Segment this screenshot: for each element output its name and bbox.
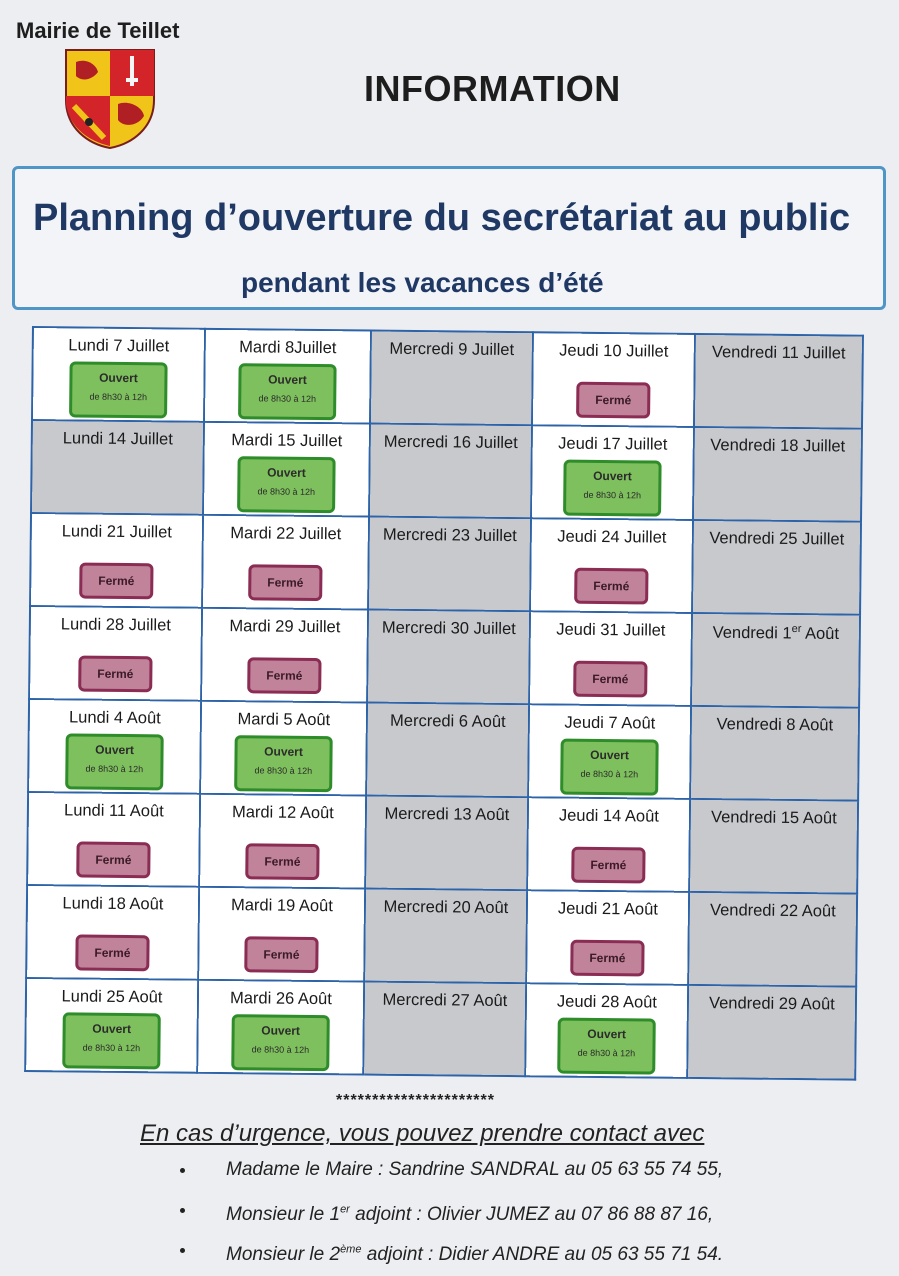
day-label: Vendredi 8 Août [716,715,834,735]
day-label: Mardi 22 Juillet [230,524,342,544]
week-row [25,978,856,1080]
information-heading: INFORMATION [364,68,621,109]
open-hours: de 8h30 à 12h [583,489,642,501]
day-cell [529,611,692,706]
bullet-icon [180,1168,185,1173]
schedule-grid [24,326,864,1081]
day-label: Mardi 15 Juillet [231,431,343,451]
day-cell [364,889,527,984]
week-row [27,792,858,894]
day-label: Vendredi 1er Août [712,622,840,643]
day-cell [32,327,205,422]
day-cell [203,422,370,517]
day-label: Lundi 18 Août [62,894,164,914]
day-label: Vendredi 22 Août [709,901,836,921]
contact-item [176,1196,723,1236]
open-label: Ouvert [264,744,303,759]
day-cell [26,885,199,980]
day-label: Vendredi 25 Juillet [709,529,845,549]
open-badge [237,456,336,513]
day-cell [29,606,202,701]
day-label: Jeudi 17 Juillet [558,434,668,454]
day-cell [532,332,695,427]
day-label: Jeudi 10 Juillet [559,341,669,361]
week-row [32,327,863,429]
day-label: Vendredi 15 Août [710,808,837,828]
coat-of-arms-icon [62,46,158,150]
day-cell [31,420,204,515]
day-cell [204,329,371,424]
day-cell [30,513,203,608]
day-cell [531,425,694,520]
day-label: Mercredi 9 Juillet [389,339,515,360]
day-label: Jeudi 28 Août [556,992,658,1012]
open-hours: de 8h30 à 12h [577,1047,636,1059]
day-cell [370,331,533,426]
contact-text: Madame le Maire : Sandrine SANDRAL au 05 63 55 74 55, [226,1159,724,1180]
closed-badge: Fermé [248,564,322,601]
day-cell [198,887,365,982]
day-cell [25,978,198,1073]
contact-text: Monsieur le 2ème adjoint : Didier ANDRE au 05 63 55 71 54. [226,1244,724,1266]
week-row [31,420,862,522]
open-label: Ouvert [99,370,138,386]
title-box [12,166,886,310]
day-cell [688,892,857,987]
day-label: Mercredi 13 Août [384,804,510,825]
open-label: Ouvert [267,465,306,480]
day-label: Mardi 5 Août [237,710,331,730]
contact-item [176,1236,723,1276]
week-row [26,885,857,987]
day-label: Mercredi 6 Août [390,711,506,731]
open-badge [65,733,164,790]
day-cell [693,427,862,522]
closed-badge: Fermé [571,847,645,884]
day-cell [201,608,368,703]
open-hours: de 8h30 à 12h [580,768,639,780]
day-label: Jeudi 21 Août [557,899,659,919]
open-label: Ouvert [590,747,629,763]
open-hours: de 8h30 à 12h [251,1044,310,1055]
day-label: Lundi 21 Juillet [61,522,172,542]
week-row [28,699,859,801]
closed-badge: Fermé [76,841,150,878]
day-label: Vendredi 11 Juillet [711,343,846,363]
mairie-name: Mairie de Teillet [16,18,180,43]
open-badge [557,1018,656,1075]
day-label: Lundi 7 Juillet [68,336,170,356]
closed-badge: Fermé [75,934,149,971]
day-cell [27,792,200,887]
day-cell [689,799,858,894]
day-label: Vendredi 29 Août [708,994,835,1014]
day-cell [530,518,693,613]
day-cell [369,424,532,519]
day-label: Mercredi 16 Juillet [383,432,518,453]
day-label: Jeudi 14 Août [558,806,659,826]
bullet-icon [180,1248,185,1253]
day-label: Vendredi 18 Juillet [710,436,846,456]
day-cell [687,985,856,1080]
day-label: Lundi 28 Juillet [60,615,171,635]
page-subtitle: pendant les vacances d’été [241,267,604,298]
open-label: Ouvert [587,1026,627,1042]
day-label: Mardi 29 Juillet [229,617,341,637]
day-cell [28,699,201,794]
closed-badge: Fermé [247,657,321,694]
day-cell [526,890,689,985]
day-label: Mardi 26 Août [229,989,332,1009]
day-cell [690,706,859,801]
day-cell [363,982,526,1077]
day-label: Jeudi 24 Juillet [557,527,667,547]
day-label: Mardi 19 Août [230,896,333,916]
day-cell [365,796,528,891]
day-label: Mercredi 30 Juillet [381,618,516,639]
day-label: Mardi 8Juillet [239,338,337,358]
open-hours: de 8h30 à 12h [89,391,148,403]
closed-badge: Fermé [244,936,318,973]
closed-badge: Fermé [576,382,650,419]
open-badge [560,739,659,796]
day-cell [199,794,366,889]
day-cell [368,517,531,612]
week-row [29,606,860,708]
closed-badge: Fermé [573,661,647,698]
open-badge [234,735,333,792]
closed-badge: Fermé [78,656,152,693]
day-label: Mercredi 23 Juillet [382,525,517,546]
day-label: Jeudi 31 Juillet [556,620,666,640]
open-badge [238,363,337,420]
contact-list [176,1156,723,1276]
day-label: Lundi 11 Août [63,801,164,821]
day-label: Mercredi 20 Août [383,897,509,918]
page-title: Planning d’ouverture du secrétariat au public [33,197,851,239]
closed-badge: Fermé [574,568,648,605]
open-label: Ouvert [92,1021,132,1037]
open-label: Ouvert [95,742,134,758]
day-cell [366,703,529,798]
week-row [30,513,861,615]
bullet-icon [180,1208,185,1213]
day-cell [202,515,369,610]
open-hours: de 8h30 à 12h [254,765,313,776]
open-badge [62,1012,161,1069]
open-label: Ouvert [268,372,307,387]
day-cell [528,704,691,799]
day-label: Mercredi 27 Août [382,990,508,1011]
day-cell [525,983,688,1078]
open-badge [231,1014,330,1071]
day-cell [197,980,364,1075]
open-hours: de 8h30 à 12h [82,1042,141,1054]
day-label: Mardi 12 Août [231,803,334,823]
contact-text: Monsieur le 1er adjoint : Olivier JUMEZ au 07 86 88 87 16, [226,1204,714,1226]
closed-badge: Fermé [79,563,153,600]
open-hours: de 8h30 à 12h [258,393,317,404]
closed-badge: Fermé [245,843,319,880]
contact-item [176,1156,723,1196]
day-label: Lundi 4 Août [68,708,161,728]
open-hours: de 8h30 à 12h [85,763,144,775]
day-cell [200,701,367,796]
open-hours: de 8h30 à 12h [257,486,316,497]
day-label: Lundi 14 Juillet [62,429,173,449]
day-label: Lundi 25 Août [61,987,163,1007]
day-label: Jeudi 7 Août [564,713,656,733]
open-badge [563,460,662,517]
day-cell [692,520,861,615]
separator-stars: ********************** [336,1092,495,1109]
day-cell [694,334,863,429]
open-label: Ouvert [261,1023,301,1038]
day-cell [527,797,690,892]
day-cell [367,610,530,705]
open-badge [69,361,168,418]
emergency-heading: En cas d’urgence, vous pouvez prendre contact avec [140,1120,705,1147]
closed-badge: Fermé [570,940,644,977]
open-label: Ouvert [593,468,632,484]
day-cell [691,613,860,708]
